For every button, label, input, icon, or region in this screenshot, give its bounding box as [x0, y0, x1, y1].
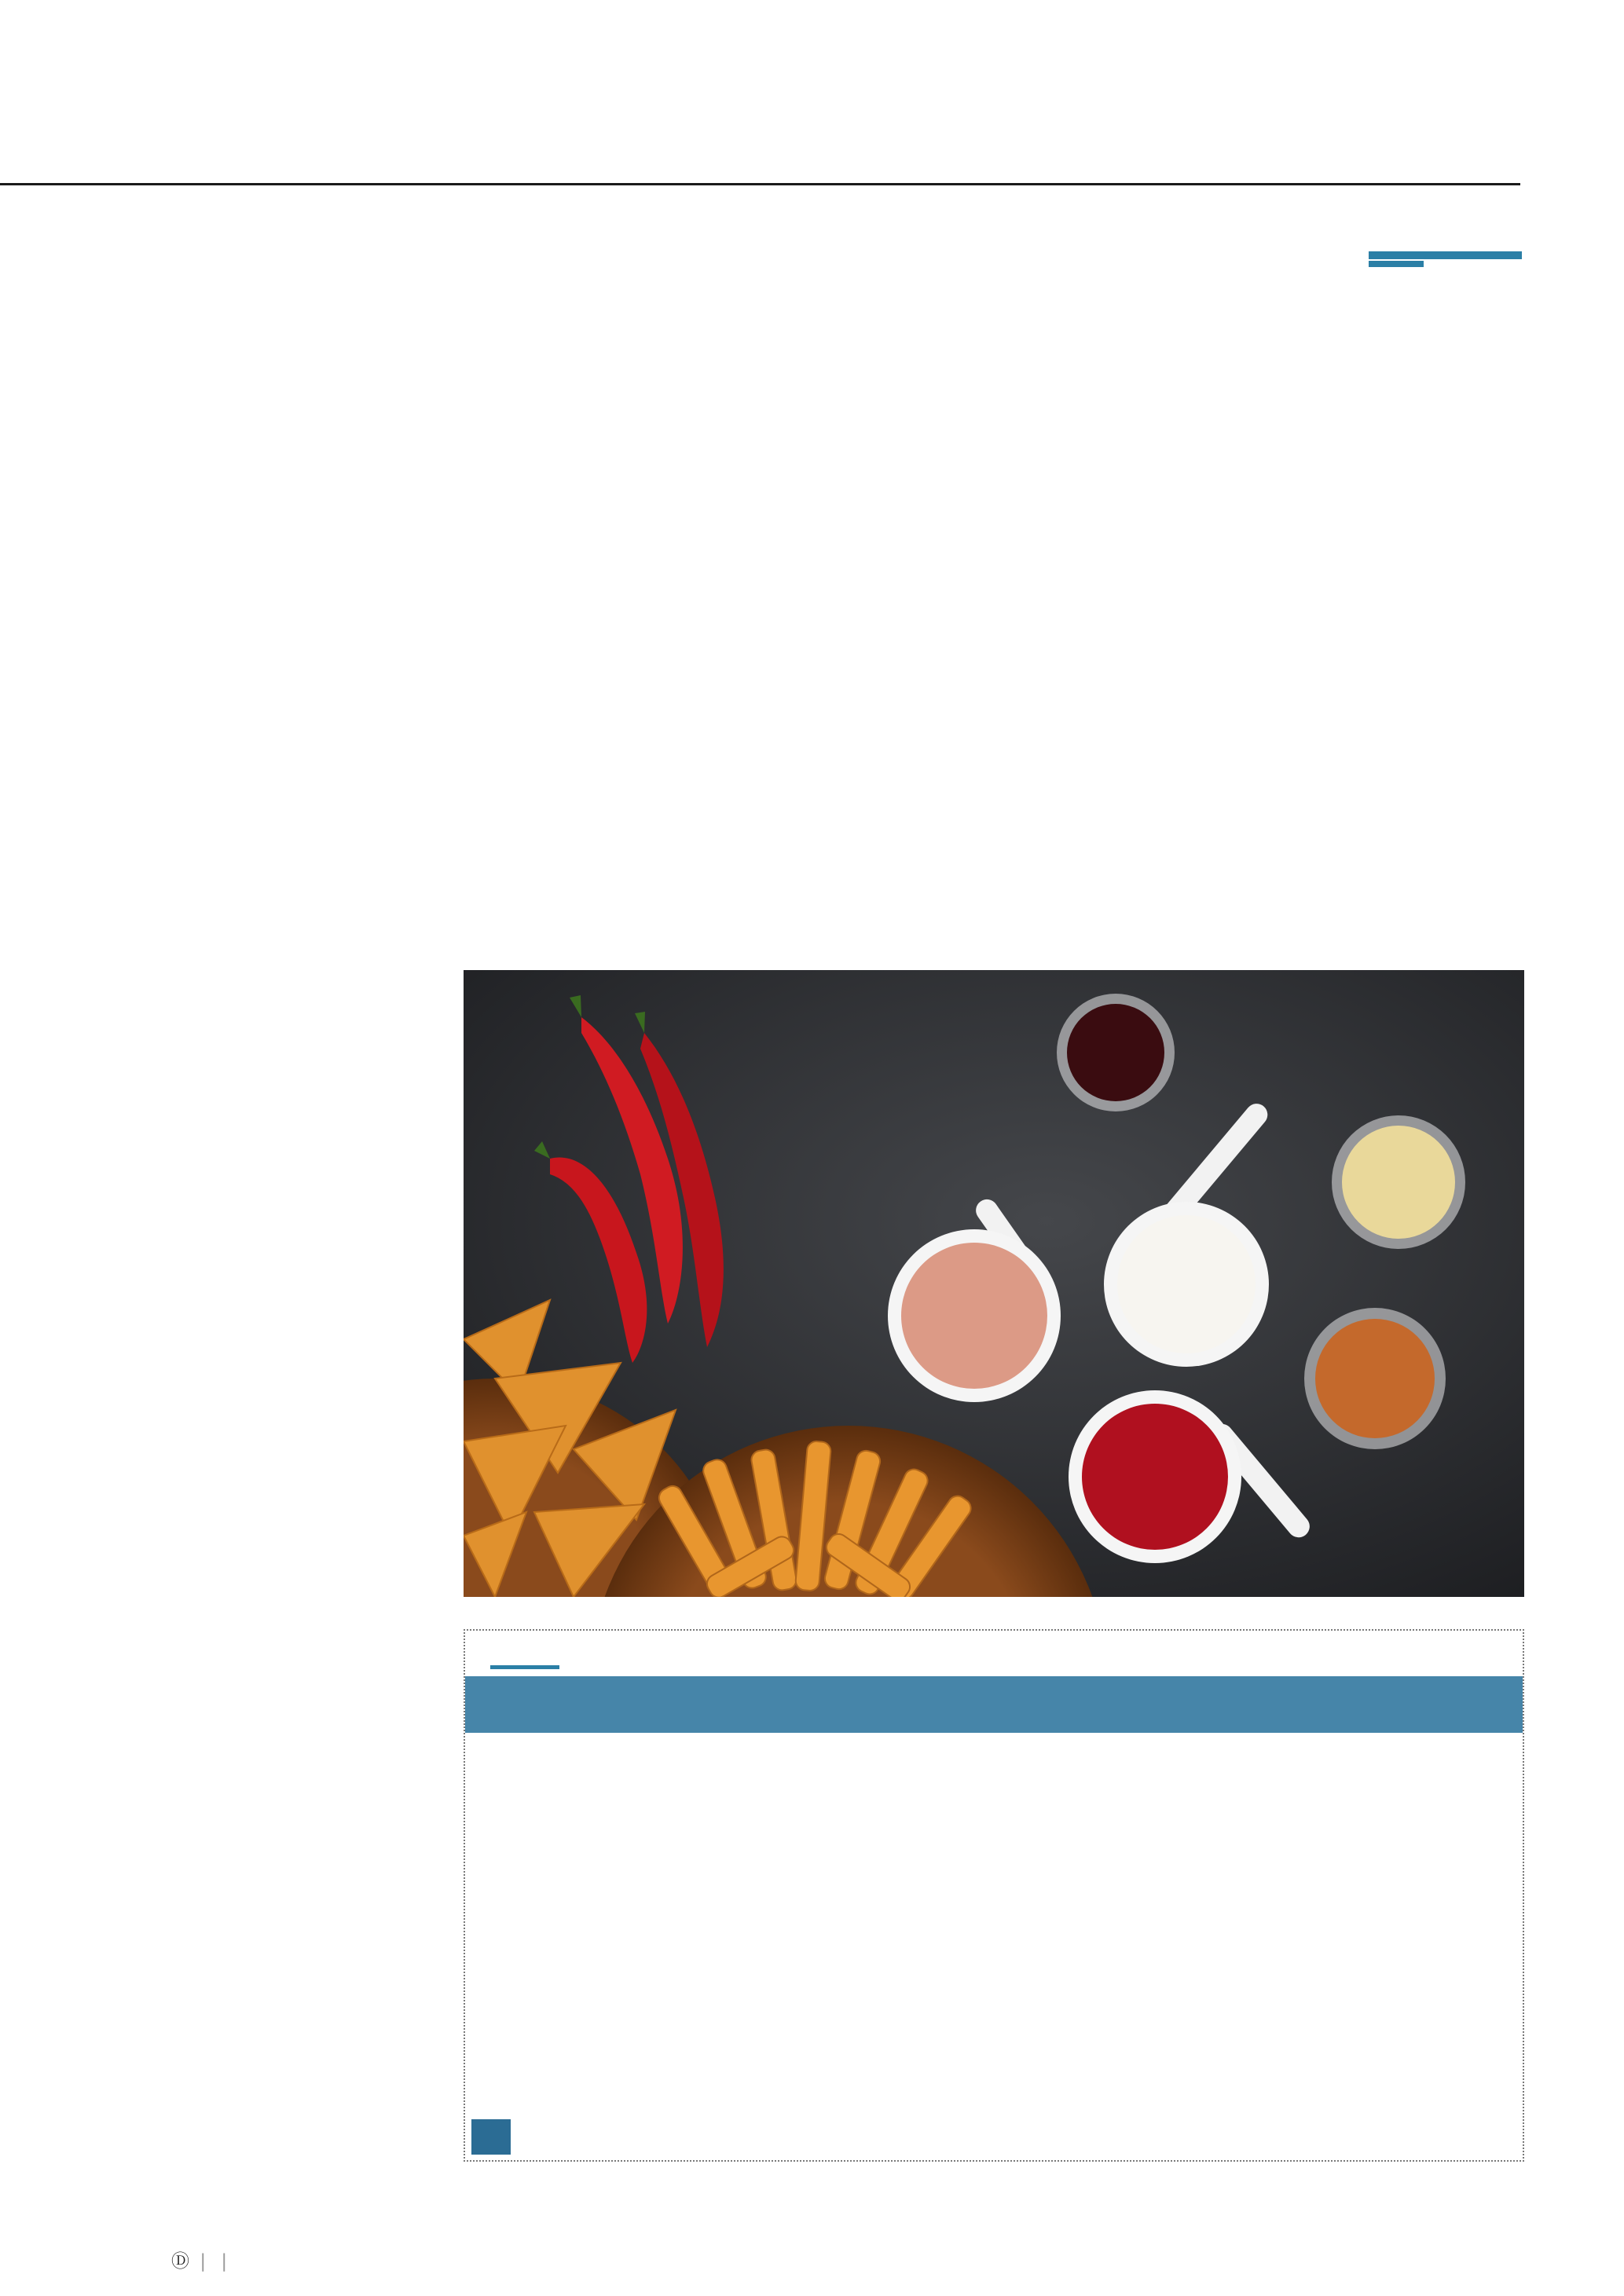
sauces-photo [464, 970, 1524, 1597]
header-rule [0, 183, 1520, 185]
page-footer [101, 2247, 232, 2272]
footer-separator: | [200, 2251, 207, 2272]
pie-chart [465, 1631, 1523, 2160]
pie-chart-figure [464, 1629, 1524, 2162]
article-body [101, 974, 434, 990]
figure-number-box [471, 2119, 511, 2155]
focus-logo [1369, 206, 1522, 269]
footer-separator: | [221, 2251, 228, 2272]
magazine-logo-icon: Ⓓ [171, 2251, 189, 2272]
